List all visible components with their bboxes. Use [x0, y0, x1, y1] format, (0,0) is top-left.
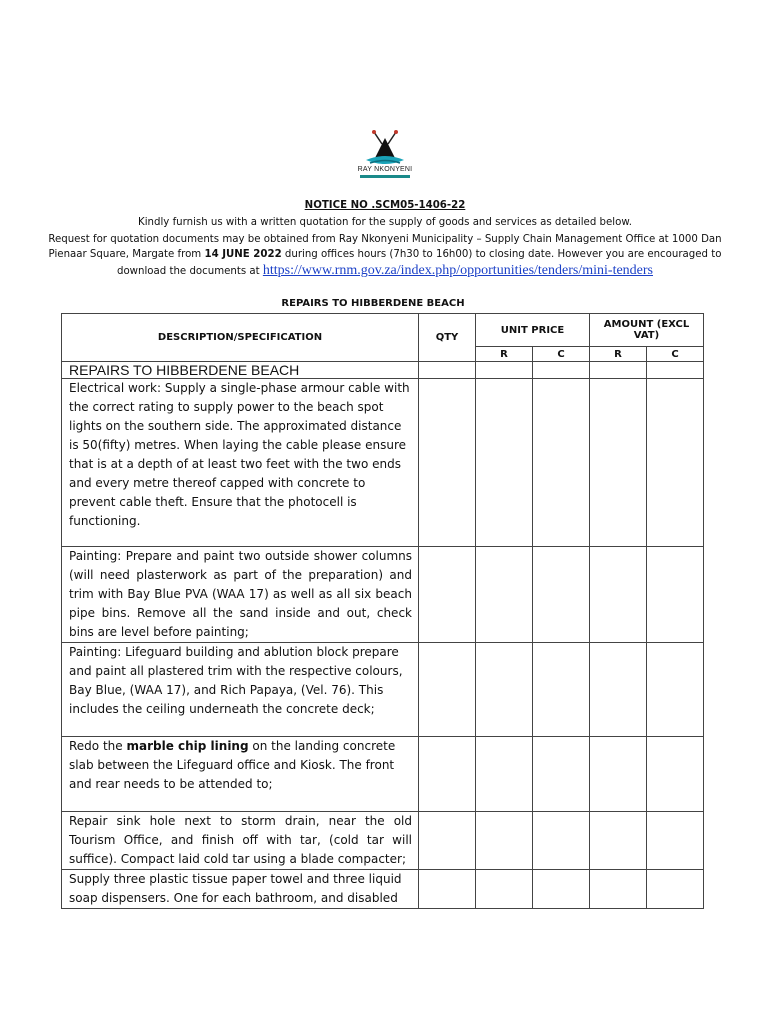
item-painting-lifeguard [62, 643, 419, 737]
item-marble-chip-text [69, 737, 412, 794]
qty-cell[interactable] [419, 362, 476, 379]
unit-price-c-header: C [533, 347, 590, 362]
qty-cell[interactable] [419, 379, 476, 547]
unit-r-cell[interactable] [476, 737, 533, 812]
item-marble-chip [62, 737, 419, 812]
unit-r-cell[interactable] [476, 870, 533, 909]
unit-r-cell[interactable] [476, 379, 533, 547]
qty-cell[interactable] [419, 812, 476, 870]
item-electrical [62, 379, 419, 547]
tender-documents-link[interactable]: https://www.rnm.gov.za/index.php/opportunities/tenders/mini-tenders [262, 263, 653, 278]
amount-r-header: R [590, 347, 647, 362]
qty-header: QTY [419, 314, 476, 362]
item-dispensers-text: Supply three plastic tissue paper towel and three liquid soap dispensers. One for each bathroom, and disabled [69, 872, 402, 905]
item-dispensers [62, 870, 419, 909]
closing-date: 14 JUNE 2022 [204, 249, 282, 260]
amount-r-cell[interactable] [590, 812, 647, 870]
logo-text: RAY NKONYENI [357, 166, 413, 173]
item-painting-showers [62, 547, 419, 643]
item-sink-hole [62, 812, 419, 870]
unit-r-cell[interactable] [476, 643, 533, 737]
amount-c-cell[interactable] [647, 547, 704, 643]
request-line: Request for quotation documents may be obtained from Ray Nkonyeni Municipality – Supply Chain Management Office at 1000 Dan [48, 234, 722, 245]
amount-r-cell[interactable] [590, 643, 647, 737]
amount-c-cell[interactable] [647, 379, 704, 547]
date-line [0, 247, 770, 262]
unit-price-r-header: R [476, 347, 533, 362]
download-line [0, 263, 770, 279]
quotation-table [61, 313, 704, 909]
item-sink-hole-text: Repair sink hole next to storm drain, near the old Tourism Office, and finish off with tar, (cold tar will suffice). Compact laid cold tar using a blade compacter; [69, 814, 412, 866]
amount-r-cell[interactable] [590, 379, 647, 547]
amount-c-cell[interactable] [647, 737, 704, 812]
item-electrical-text: Electrical work: Supply a single-phase armour cable with the correct rating to supply power to the beach spot lights on the southern side. The approximated distance is 50(fifty) metres. When laying the cable please ensure that is at a depth of at least two feet with the two ends and every metre thereof capped with concrete to prevent cable theft. Ensure that the photocell is functioning. [69, 381, 410, 528]
intro-line: Kindly furnish us with a written quotation for the supply of goods and services as detailed below. [138, 217, 632, 228]
description-header: DESCRIPTION/SPECIFICATION [62, 314, 419, 362]
unit-c-cell[interactable] [533, 812, 590, 870]
amount-r-cell[interactable] [590, 362, 647, 379]
date-line-pre: Pienaar Square, Margate from [48, 249, 205, 260]
amount-c-cell[interactable] [647, 812, 704, 870]
item-painting-showers-text: Painting: Prepare and paint two outside shower columns (will need plasterwork as part of the preparation) and trim with Bay Blue PVA (WAA 17) as well as all six beach pipe bins. Remove all the sand inside and out, check bins are level before painting; [69, 549, 412, 639]
table-title: REPAIRS TO HIBBERDENE BEACH [281, 298, 465, 309]
qty-cell[interactable] [419, 643, 476, 737]
unit-c-cell[interactable] [533, 643, 590, 737]
unit-r-cell[interactable] [476, 812, 533, 870]
amount-r-cell[interactable] [590, 870, 647, 909]
redo-pre: Redo the [69, 739, 127, 753]
amount-r-cell[interactable] [590, 737, 647, 812]
logo-underline [360, 175, 410, 178]
qty-cell[interactable] [419, 737, 476, 812]
amount-r-cell[interactable] [590, 547, 647, 643]
unit-c-cell[interactable] [533, 737, 590, 812]
unit-c-cell[interactable] [533, 362, 590, 379]
qty-cell[interactable] [419, 547, 476, 643]
unit-r-cell[interactable] [476, 547, 533, 643]
amount-header: AMOUNT (EXCL VAT) [590, 314, 704, 347]
redo-bold: marble chip lining [126, 739, 249, 753]
section-title: REPAIRS TO HIBBERDENE BEACH [62, 362, 419, 379]
unit-r-cell[interactable] [476, 362, 533, 379]
unit-c-cell[interactable] [533, 379, 590, 547]
qty-cell[interactable] [419, 870, 476, 909]
item-painting-lifeguard-text: Painting: Lifeguard building and ablution block prepare and paint all plastered trim with the respective colours, Bay Blue, (WAA 17), and Rich Papaya, (Vel. 76). This includes the ceiling underneath the concrete deck; [69, 645, 403, 716]
redo-post: on the landing concrete slab between the Lifeguard office and Kiosk. The front and rear needs to be attended to; [69, 739, 396, 791]
amount-c-header: C [647, 347, 704, 362]
amount-c-cell[interactable] [647, 870, 704, 909]
unit-c-cell[interactable] [533, 870, 590, 909]
amount-c-cell[interactable] [647, 643, 704, 737]
download-line-pre: download the documents at [116, 266, 263, 277]
unit-c-cell[interactable] [533, 547, 590, 643]
notice-number: NOTICE NO .SCM05-1406-22 [304, 200, 466, 211]
unit-price-header: UNIT PRICE [476, 314, 590, 347]
amount-c-cell[interactable] [647, 362, 704, 379]
date-line-post: during offices hours (7h30 to 16h00) to closing date. However you are encouraged to [281, 249, 722, 260]
